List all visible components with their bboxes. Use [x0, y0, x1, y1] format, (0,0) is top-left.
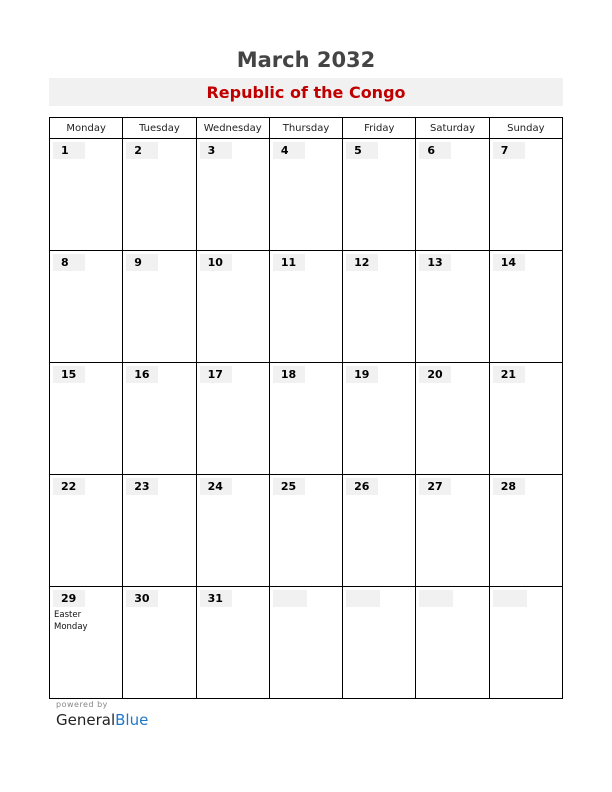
weekday-header: Saturday [416, 118, 489, 139]
day-cell [50, 587, 123, 699]
day-number: 3 [200, 142, 232, 159]
footer [56, 700, 148, 729]
day-number: 5 [346, 142, 378, 159]
day-cell [269, 363, 342, 475]
weekday-header: Sunday [489, 118, 562, 139]
day-number: 29 [53, 590, 85, 607]
day-cell [123, 587, 196, 699]
day-cell [343, 475, 416, 587]
day-number: 26 [346, 478, 378, 495]
day-number: 12 [346, 254, 378, 271]
weekday-header-row [50, 118, 563, 139]
day-cell [489, 587, 562, 699]
day-number: 8 [53, 254, 85, 271]
week-row [50, 139, 563, 251]
day-cell [489, 139, 562, 251]
country-banner [49, 78, 563, 106]
day-number [419, 590, 453, 607]
day-cell [123, 363, 196, 475]
day-number: 7 [493, 142, 525, 159]
day-number: 20 [419, 366, 451, 383]
brand-logo[interactable] [56, 711, 148, 729]
day-number: 11 [273, 254, 305, 271]
day-cell [416, 587, 489, 699]
day-number: 17 [200, 366, 232, 383]
brand-name-blue: Blue [115, 711, 149, 729]
day-cell [196, 587, 269, 699]
week-row [50, 475, 563, 587]
day-cell [489, 475, 562, 587]
day-number: 4 [273, 142, 305, 159]
day-number [346, 590, 380, 607]
day-number: 6 [419, 142, 451, 159]
day-cell [343, 139, 416, 251]
day-cell [489, 251, 562, 363]
day-cell [50, 139, 123, 251]
day-number: 2 [126, 142, 158, 159]
day-cell [196, 139, 269, 251]
day-cell [269, 475, 342, 587]
day-number: 30 [126, 590, 158, 607]
day-number: 28 [493, 478, 525, 495]
day-number: 13 [419, 254, 451, 271]
day-number: 1 [53, 142, 85, 159]
day-cell [343, 363, 416, 475]
day-cell [50, 363, 123, 475]
day-number: 15 [53, 366, 85, 383]
weekday-header: Wednesday [196, 118, 269, 139]
day-number: 10 [200, 254, 232, 271]
day-number: 16 [126, 366, 158, 383]
day-number: 25 [273, 478, 305, 495]
weekday-header: Thursday [269, 118, 342, 139]
day-cell [269, 587, 342, 699]
day-cell [123, 139, 196, 251]
day-number: 21 [493, 366, 525, 383]
day-number: 24 [200, 478, 232, 495]
day-cell [489, 363, 562, 475]
day-cell [196, 251, 269, 363]
day-cell [269, 251, 342, 363]
brand-name-general: General [56, 711, 116, 729]
day-cell [269, 139, 342, 251]
calendar-grid [49, 117, 563, 699]
day-cell [123, 251, 196, 363]
day-number: 18 [273, 366, 305, 383]
weekday-header: Monday [50, 118, 123, 139]
day-number: 9 [126, 254, 158, 271]
weekday-header: Tuesday [123, 118, 196, 139]
day-cell [416, 363, 489, 475]
weekday-header: Friday [343, 118, 416, 139]
day-cell [343, 251, 416, 363]
day-cell [343, 587, 416, 699]
day-number [273, 590, 307, 607]
powered-by-text: powered by [56, 700, 108, 709]
day-cell [416, 139, 489, 251]
day-number: 31 [200, 590, 232, 607]
day-cell [50, 475, 123, 587]
day-cell [196, 363, 269, 475]
page-title: March 2032 [236, 48, 376, 72]
day-number: 14 [493, 254, 525, 271]
day-number: 19 [346, 366, 378, 383]
day-cell [50, 251, 123, 363]
day-cell [196, 475, 269, 587]
day-cell [416, 251, 489, 363]
country-name: Republic of the Congo [206, 83, 406, 102]
day-number: 22 [53, 478, 85, 495]
day-cell [416, 475, 489, 587]
day-number [493, 590, 527, 607]
day-number: 27 [419, 478, 451, 495]
week-row [50, 363, 563, 475]
day-cell [123, 475, 196, 587]
week-row [50, 587, 563, 699]
holiday-label: Easter Monday [54, 610, 88, 632]
day-number: 23 [126, 478, 158, 495]
week-row [50, 251, 563, 363]
